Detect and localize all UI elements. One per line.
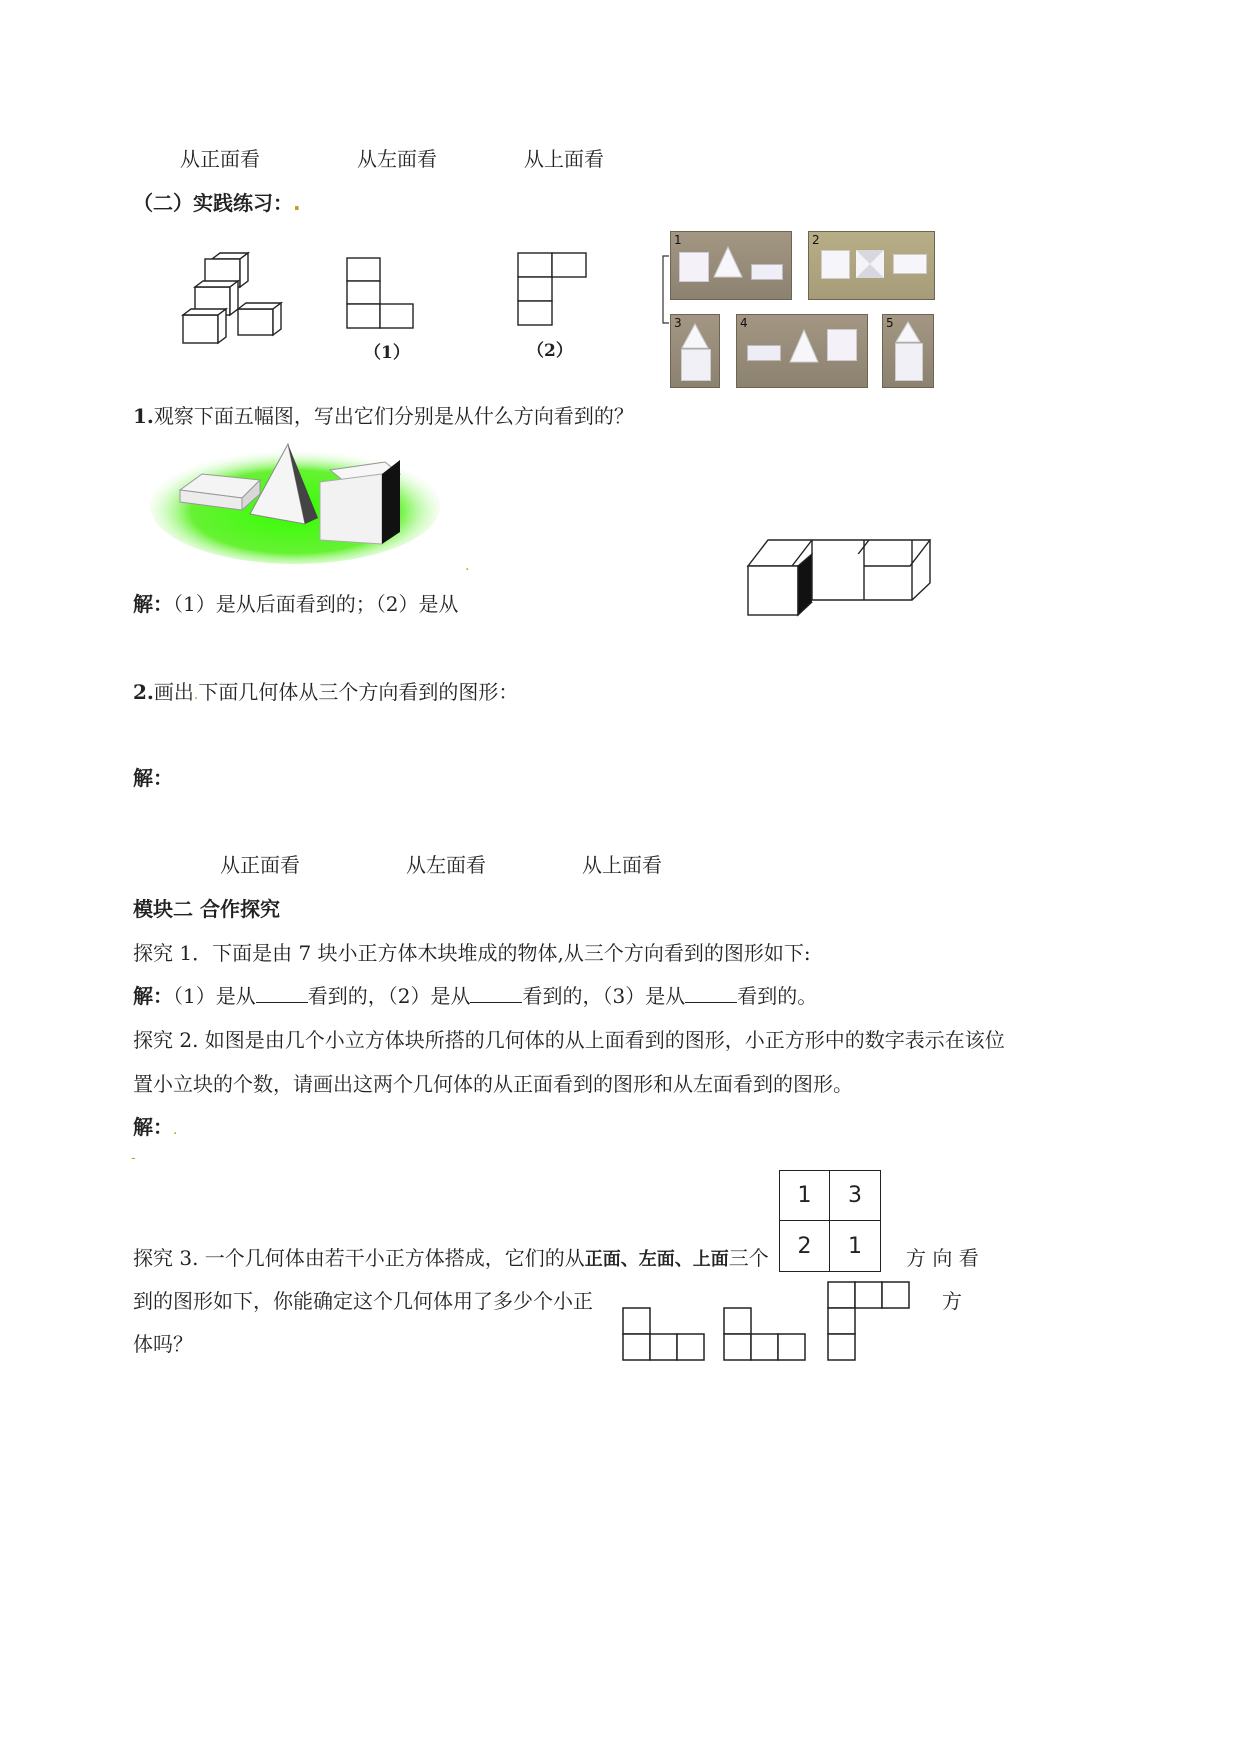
yellow-dot-2: . bbox=[465, 558, 470, 574]
explore1-answer-part-3: 看到的，（3）是从 bbox=[522, 984, 686, 1008]
photo-1-number: 1 bbox=[674, 233, 682, 247]
view-label-top: 从上面看 bbox=[582, 853, 662, 877]
explore2-answer bbox=[133, 1111, 177, 1140]
grid-number: 1 bbox=[797, 1183, 812, 1208]
a1-line bbox=[133, 588, 458, 617]
photo-1 bbox=[670, 231, 792, 300]
explore2-line1: 探究 2. 如图是由几个小立方体块所搭的几何体的从上面看到的图形，小正方形中的数字表示在该位 bbox=[133, 1028, 1005, 1052]
q2-text-a: 画出 bbox=[153, 680, 194, 704]
photo-2-square bbox=[821, 250, 850, 279]
explore1-text: 探究 1．下面是由 7 块小正方体木块堆成的物体,从三个方向看到的图形如下: bbox=[133, 941, 811, 965]
top-label-top: 从上面看 bbox=[524, 147, 604, 171]
explore2-answer-label: 解： bbox=[133, 1115, 173, 1139]
view-shape-front bbox=[622, 1307, 706, 1361]
grid-number: 1 bbox=[848, 1233, 862, 1259]
fig1-label: （1） bbox=[364, 343, 410, 363]
yellow-dot-4: . bbox=[173, 1122, 178, 1138]
photo-5-box bbox=[895, 343, 923, 381]
top-label-front: 从正面看 bbox=[180, 147, 260, 171]
photo-1-slab bbox=[751, 264, 783, 280]
explore3-text-d: 方 bbox=[942, 1289, 962, 1313]
view-label-left: 从左面看 bbox=[406, 853, 486, 877]
q1-number: 1. bbox=[133, 404, 154, 428]
number-grid bbox=[779, 1170, 881, 1272]
fig1-l-shape bbox=[346, 257, 416, 332]
photo-4 bbox=[736, 314, 868, 388]
grid-cell bbox=[780, 1171, 830, 1221]
explore1-answer-label: 解： bbox=[133, 984, 173, 1008]
photo-5-pyramid bbox=[895, 321, 921, 343]
practice-heading bbox=[133, 187, 301, 216]
answer-blank-2[interactable] bbox=[470, 984, 522, 1003]
practice-heading-text: （二）实践练习： bbox=[133, 191, 293, 215]
yellow-dot: . bbox=[293, 191, 301, 215]
photo-1-cube bbox=[679, 252, 709, 282]
grid-cell bbox=[830, 1221, 880, 1271]
cube-stack-figure bbox=[180, 245, 290, 355]
answer-blank-3[interactable] bbox=[685, 984, 737, 1003]
photo-3 bbox=[670, 314, 720, 388]
explore1-answer-part-2: 看到的，（2）是从 bbox=[307, 984, 471, 1008]
photo-2-rect bbox=[893, 254, 927, 274]
fig2-shape bbox=[517, 252, 592, 327]
explore3-line2: 到的图形如下，你能确定这个几何体用了多少个小正 bbox=[133, 1289, 593, 1313]
top-label-left: 从左面看 bbox=[357, 147, 437, 171]
photo-2 bbox=[808, 231, 935, 300]
explore2-line2: 置小立块的个数，请画出这两个几何体的从正面看到的图形和从左面看到的图形。 bbox=[133, 1072, 853, 1096]
photo-3-box bbox=[681, 349, 711, 381]
grid-cell bbox=[830, 1171, 880, 1221]
explore1-answer-part-4: 看到的。 bbox=[737, 984, 818, 1008]
q2-text-b: 下面几何体从三个方向看到的图形： bbox=[198, 680, 519, 704]
green-glow-objects bbox=[150, 440, 440, 565]
view-shape-left bbox=[723, 1307, 807, 1361]
photo-5-number: 5 bbox=[886, 316, 894, 330]
photo-5 bbox=[882, 314, 934, 388]
view-label-front: 从正面看 bbox=[220, 853, 300, 877]
photo-2-pyramid-top bbox=[856, 250, 884, 278]
photo-4-pyramid bbox=[789, 329, 819, 363]
photo-4-cube bbox=[827, 329, 857, 361]
a1-text: （1）是从后面看到的；（2）是从 bbox=[173, 592, 459, 616]
three-cube-figure bbox=[746, 538, 936, 622]
grid-number: 2 bbox=[797, 1233, 812, 1259]
grid-number: 3 bbox=[848, 1183, 862, 1208]
view-shape-top bbox=[827, 1281, 911, 1363]
a1-label: 解： bbox=[133, 592, 173, 616]
explore1-answer-part-1: （1）是从 bbox=[173, 984, 256, 1008]
q1-line bbox=[133, 400, 634, 429]
explore3-text-b: 三个 bbox=[728, 1246, 769, 1270]
explore3-text-bold: 正面、左面、上面 bbox=[584, 1249, 729, 1270]
photo-3-pyramid bbox=[681, 323, 709, 349]
photo-4-number: 4 bbox=[740, 316, 748, 330]
explore3-line3: 体吗？ bbox=[133, 1332, 193, 1356]
module2-heading: 模块二 合作探究 bbox=[133, 897, 280, 921]
explore3-text-c: 方 向 看 bbox=[906, 1246, 979, 1270]
answer-blank-1[interactable] bbox=[256, 984, 308, 1003]
q1-text: 观察下面五幅图，写出它们分别是从什么方向看到的？ bbox=[153, 404, 634, 428]
photo-4-slab bbox=[747, 345, 781, 361]
explore1-answer bbox=[133, 980, 817, 1009]
q2-line bbox=[133, 676, 518, 705]
fig2-label: （2） bbox=[527, 341, 573, 361]
yellow-dot-3: . bbox=[193, 687, 199, 703]
a2-label: 解： bbox=[133, 766, 173, 790]
q2-number: 2. bbox=[133, 680, 154, 704]
grid-cell bbox=[780, 1221, 830, 1271]
photo-3-number: 3 bbox=[674, 316, 682, 330]
yellow-dot-5: - bbox=[131, 1150, 136, 1166]
photo-1-pyramid bbox=[713, 246, 743, 278]
explore3-line1 bbox=[133, 1242, 769, 1271]
photo-2-number: 2 bbox=[812, 233, 820, 247]
explore3-text-a: 探究 3. 一个几何体由若干小正方体搭成，它们的从 bbox=[133, 1246, 585, 1270]
